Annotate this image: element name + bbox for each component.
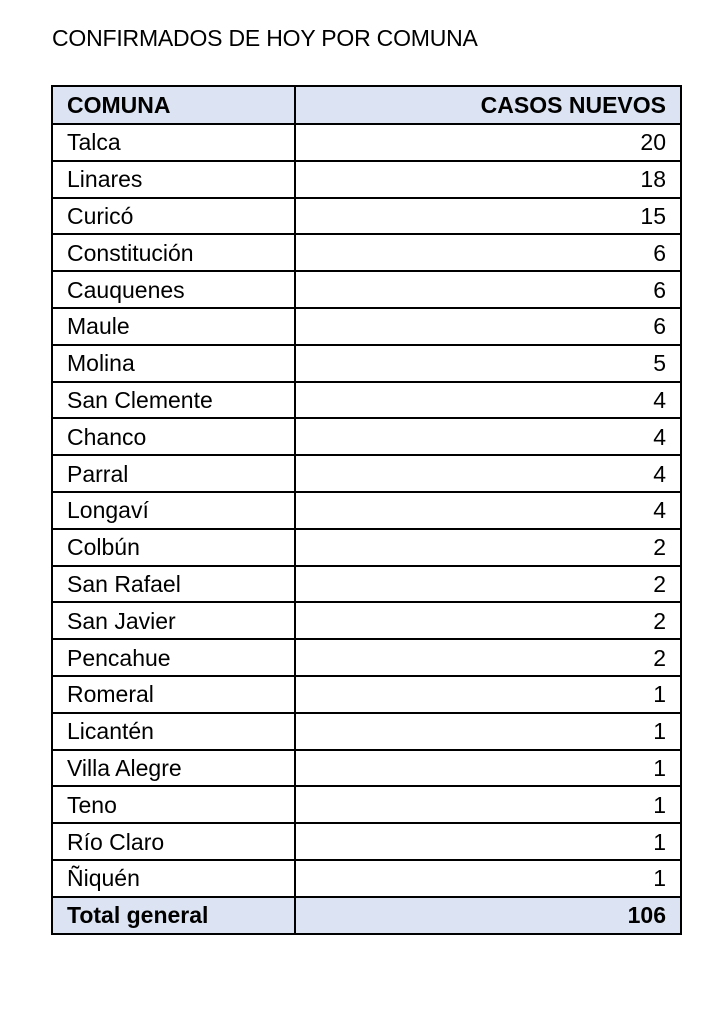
table-header-row bbox=[52, 86, 681, 124]
casos-cell: 5 bbox=[295, 345, 681, 382]
casos-cell: 2 bbox=[295, 602, 681, 639]
comuna-cell: Molina bbox=[52, 345, 295, 382]
comuna-cell: Río Claro bbox=[52, 823, 295, 860]
comuna-cell: Pencahue bbox=[52, 639, 295, 676]
casos-cell: 6 bbox=[295, 308, 681, 345]
comuna-cell: Villa Alegre bbox=[52, 750, 295, 787]
table-row bbox=[52, 786, 681, 823]
column-header-casos-nuevos: CASOS NUEVOS bbox=[295, 86, 681, 124]
column-header-comuna: COMUNA bbox=[52, 86, 295, 124]
comuna-cell: Linares bbox=[52, 161, 295, 198]
total-value: 106 bbox=[295, 897, 681, 934]
page-title: CONFIRMADOS DE HOY POR COMUNA bbox=[52, 25, 478, 51]
table-row bbox=[52, 382, 681, 419]
casos-cell: 6 bbox=[295, 271, 681, 308]
casos-cell: 4 bbox=[295, 382, 681, 419]
comuna-cell: Maule bbox=[52, 308, 295, 345]
casos-cell: 1 bbox=[295, 786, 681, 823]
comuna-cell: Cauquenes bbox=[52, 271, 295, 308]
comuna-cell: San Rafael bbox=[52, 566, 295, 603]
table-row bbox=[52, 492, 681, 529]
casos-cell: 1 bbox=[295, 823, 681, 860]
casos-cell: 6 bbox=[295, 234, 681, 271]
table-row bbox=[52, 124, 681, 161]
comuna-cell: Licantén bbox=[52, 713, 295, 750]
table-row bbox=[52, 823, 681, 860]
table-row bbox=[52, 676, 681, 713]
comuna-cell: Talca bbox=[52, 124, 295, 161]
casos-cell: 1 bbox=[295, 676, 681, 713]
casos-cell: 2 bbox=[295, 566, 681, 603]
table-body bbox=[52, 124, 681, 897]
total-label: Total general bbox=[52, 897, 295, 934]
comuna-cell: Constitución bbox=[52, 234, 295, 271]
table-row bbox=[52, 750, 681, 787]
casos-cell: 4 bbox=[295, 492, 681, 529]
table-row bbox=[52, 566, 681, 603]
table-row bbox=[52, 529, 681, 566]
casos-cell: 2 bbox=[295, 529, 681, 566]
table-row bbox=[52, 308, 681, 345]
casos-cell: 1 bbox=[295, 860, 681, 897]
table-row bbox=[52, 198, 681, 235]
comuna-cell: Ñiquén bbox=[52, 860, 295, 897]
comuna-cell: Teno bbox=[52, 786, 295, 823]
comuna-cell: San Clemente bbox=[52, 382, 295, 419]
casos-cell: 4 bbox=[295, 455, 681, 492]
table-row bbox=[52, 345, 681, 382]
table-row bbox=[52, 271, 681, 308]
casos-cell: 4 bbox=[295, 418, 681, 455]
casos-cell: 2 bbox=[295, 639, 681, 676]
table-row bbox=[52, 234, 681, 271]
comuna-cell: San Javier bbox=[52, 602, 295, 639]
table-row bbox=[52, 418, 681, 455]
comuna-cell: Parral bbox=[52, 455, 295, 492]
comuna-cell: Longaví bbox=[52, 492, 295, 529]
comuna-cell: Romeral bbox=[52, 676, 295, 713]
casos-cell: 18 bbox=[295, 161, 681, 198]
comuna-cell: Curicó bbox=[52, 198, 295, 235]
table-row bbox=[52, 639, 681, 676]
table-row bbox=[52, 602, 681, 639]
total-row bbox=[52, 897, 681, 934]
table-row bbox=[52, 713, 681, 750]
table-row bbox=[52, 455, 681, 492]
casos-cell: 1 bbox=[295, 750, 681, 787]
casos-cell: 1 bbox=[295, 713, 681, 750]
comuna-cell: Colbún bbox=[52, 529, 295, 566]
comuna-cell: Chanco bbox=[52, 418, 295, 455]
casos-cell: 20 bbox=[295, 124, 681, 161]
table-row bbox=[52, 860, 681, 897]
casos-cell: 15 bbox=[295, 198, 681, 235]
table-row bbox=[52, 161, 681, 198]
cases-by-comuna-table bbox=[51, 85, 682, 935]
